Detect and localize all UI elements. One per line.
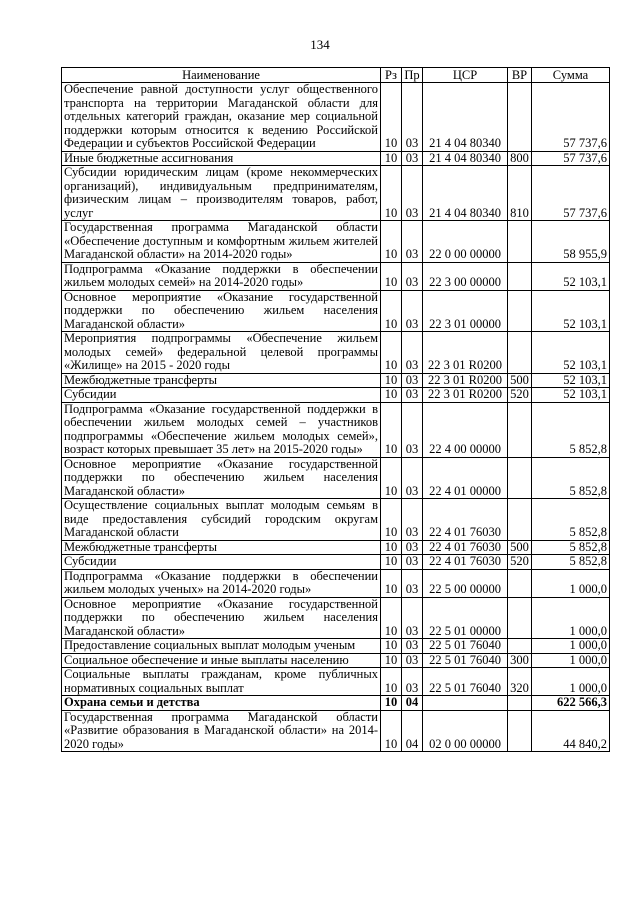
cell-vr: 800 xyxy=(508,151,532,166)
cell-name: Субсидии юридическим лицам (кроме некоммерческих организаций), индивидуальным предпринимателям, физическим лицам – производителям товаров, работ, услуг xyxy=(62,166,381,221)
cell-csr: 22 5 01 76040 xyxy=(423,668,508,696)
cell-vr: 520 xyxy=(508,555,532,570)
cell-name: Подпрограмма «Оказание государственной поддержки в обеспечении жильем молодых семей – участников подпрограммы «Обеспечение жильем молодых семей», возраст которых превышает 35 лет» на 2015-2020 годы» xyxy=(62,402,381,457)
header-csr: ЦСР xyxy=(423,68,508,83)
page-number: 134 xyxy=(310,37,330,52)
cell-pr: 03 xyxy=(402,332,423,374)
cell-pr: 03 xyxy=(402,555,423,570)
cell-vr xyxy=(508,332,532,374)
cell-name: Подпрограмма «Оказание поддержки в обеспечении жильем молодых ученых» на 2014-2020 годы» xyxy=(62,569,381,597)
table-row xyxy=(62,668,610,696)
cell-pr: 03 xyxy=(402,151,423,166)
cell-csr: 22 0 00 00000 xyxy=(423,221,508,263)
cell-sum: 1 000,0 xyxy=(532,639,610,654)
cell-csr: 22 3 01 R0200 xyxy=(423,373,508,388)
cell-name: Предоставление социальных выплат молодым ученым xyxy=(62,639,381,654)
cell-pr: 03 xyxy=(402,221,423,263)
table-row xyxy=(62,290,610,332)
cell-pr: 03 xyxy=(402,569,423,597)
cell-vr xyxy=(508,83,532,152)
cell-sum: 52 103,1 xyxy=(532,332,610,374)
header-sum: Сумма xyxy=(532,68,610,83)
cell-name: Основное мероприятие «Оказание государственной поддержки по обеспечению жильем населения Магаданской области» xyxy=(62,597,381,639)
cell-pr: 04 xyxy=(402,710,423,752)
cell-rz: 10 xyxy=(381,83,402,152)
cell-vr xyxy=(508,696,532,711)
cell-name: Межбюджетные трансферты xyxy=(62,540,381,555)
cell-csr: 22 5 01 76040 xyxy=(423,653,508,668)
cell-vr xyxy=(508,499,532,541)
table-row xyxy=(62,499,610,541)
cell-rz: 10 xyxy=(381,221,402,263)
table-row xyxy=(62,653,610,668)
cell-sum: 5 852,8 xyxy=(532,555,610,570)
cell-rz: 10 xyxy=(381,499,402,541)
cell-csr: 22 5 00 00000 xyxy=(423,569,508,597)
table-row xyxy=(62,569,610,597)
table-row xyxy=(62,373,610,388)
cell-vr xyxy=(508,221,532,263)
cell-vr xyxy=(508,569,532,597)
cell-sum: 1 000,0 xyxy=(532,653,610,668)
cell-vr: 500 xyxy=(508,540,532,555)
cell-sum: 57 737,6 xyxy=(532,166,610,221)
cell-csr: 22 3 01 R0200 xyxy=(423,332,508,374)
cell-vr: 810 xyxy=(508,166,532,221)
cell-sum: 52 103,1 xyxy=(532,262,610,290)
cell-sum: 57 737,6 xyxy=(532,151,610,166)
cell-sum: 622 566,3 xyxy=(532,696,610,711)
cell-rz: 10 xyxy=(381,710,402,752)
cell-sum: 44 840,2 xyxy=(532,710,610,752)
cell-pr: 04 xyxy=(402,696,423,711)
cell-vr xyxy=(508,262,532,290)
cell-name: Межбюджетные трансферты xyxy=(62,373,381,388)
cell-name: Социальные выплаты гражданам, кроме публичных нормативных социальных выплат xyxy=(62,668,381,696)
cell-csr: 22 4 00 00000 xyxy=(423,402,508,457)
cell-rz: 10 xyxy=(381,555,402,570)
cell-csr xyxy=(423,696,508,711)
cell-name: Основное мероприятие «Оказание государственной поддержки по обеспечению жильем населения Магаданской области» xyxy=(62,457,381,499)
cell-pr: 03 xyxy=(402,668,423,696)
cell-rz: 10 xyxy=(381,540,402,555)
cell-vr: 520 xyxy=(508,388,532,403)
table-body xyxy=(62,83,610,752)
budget-table xyxy=(61,67,610,752)
cell-csr: 22 4 01 76030 xyxy=(423,499,508,541)
cell-name: Иные бюджетные ассигнования xyxy=(62,151,381,166)
header-rz: Рз xyxy=(381,68,402,83)
cell-sum: 5 852,8 xyxy=(532,457,610,499)
cell-rz: 10 xyxy=(381,151,402,166)
cell-pr: 03 xyxy=(402,639,423,654)
cell-pr: 03 xyxy=(402,262,423,290)
cell-sum: 1 000,0 xyxy=(532,569,610,597)
cell-pr: 03 xyxy=(402,499,423,541)
cell-vr xyxy=(508,457,532,499)
cell-csr: 22 4 01 76030 xyxy=(423,555,508,570)
table-row xyxy=(62,402,610,457)
cell-name: Основное мероприятие «Оказание государственной поддержки по обеспечению жильем населения Магаданской области» xyxy=(62,290,381,332)
table-row xyxy=(62,710,610,752)
cell-vr: 500 xyxy=(508,373,532,388)
cell-sum: 5 852,8 xyxy=(532,402,610,457)
cell-vr xyxy=(508,402,532,457)
cell-rz: 10 xyxy=(381,696,402,711)
table-row xyxy=(62,639,610,654)
cell-name: Государственная программа Магаданской области «Обеспечение доступным и комфортным жильем жителей Магаданской области» на 2014-2020 годы» xyxy=(62,221,381,263)
cell-name: Мероприятия подпрограммы «Обеспечение жильем молодых семей» федеральной целевой программы «Жилище» на 2015 - 2020 годы xyxy=(62,332,381,374)
cell-name: Обеспечение равной доступности услуг общественного транспорта на территории Магаданской области для отдельных категорий граждан, оказание мер социальной поддержки которым относится к ведению Российской Федерации и субъектов Российской Федерации xyxy=(62,83,381,152)
cell-name: Осуществление социальных выплат молодым семьям в виде предоставления субсидий городским округам Магаданской области xyxy=(62,499,381,541)
table-row xyxy=(62,83,610,152)
cell-csr: 02 0 00 00000 xyxy=(423,710,508,752)
cell-csr: 22 4 01 76030 xyxy=(423,540,508,555)
cell-sum: 5 852,8 xyxy=(532,499,610,541)
cell-pr: 03 xyxy=(402,402,423,457)
cell-name: Социальное обеспечение и иные выплаты населению xyxy=(62,653,381,668)
cell-csr: 22 5 01 00000 xyxy=(423,597,508,639)
cell-vr: 300 xyxy=(508,653,532,668)
cell-csr: 22 3 00 00000 xyxy=(423,262,508,290)
cell-pr: 03 xyxy=(402,83,423,152)
cell-sum: 58 955,9 xyxy=(532,221,610,263)
cell-name: Подпрограмма «Оказание поддержки в обеспечении жильем молодых семей» на 2014-2020 годы» xyxy=(62,262,381,290)
table-row xyxy=(62,457,610,499)
cell-csr: 22 3 01 00000 xyxy=(423,290,508,332)
cell-vr xyxy=(508,290,532,332)
cell-sum: 1 000,0 xyxy=(532,668,610,696)
cell-vr xyxy=(508,639,532,654)
cell-csr: 22 4 01 00000 xyxy=(423,457,508,499)
cell-pr: 03 xyxy=(402,388,423,403)
table-row xyxy=(62,696,610,711)
cell-sum: 57 737,6 xyxy=(532,83,610,152)
cell-name: Субсидии xyxy=(62,555,381,570)
cell-pr: 03 xyxy=(402,653,423,668)
cell-rz: 10 xyxy=(381,569,402,597)
cell-csr: 21 4 04 80340 xyxy=(423,83,508,152)
table-row xyxy=(62,221,610,263)
cell-sum: 5 852,8 xyxy=(532,540,610,555)
cell-rz: 10 xyxy=(381,457,402,499)
cell-rz: 10 xyxy=(381,402,402,457)
cell-rz: 10 xyxy=(381,639,402,654)
table-row xyxy=(62,597,610,639)
cell-vr: 320 xyxy=(508,668,532,696)
cell-vr xyxy=(508,710,532,752)
table-row xyxy=(62,388,610,403)
cell-sum: 52 103,1 xyxy=(532,290,610,332)
cell-name: Охрана семьи и детства xyxy=(62,696,381,711)
cell-rz: 10 xyxy=(381,166,402,221)
cell-rz: 10 xyxy=(381,332,402,374)
cell-pr: 03 xyxy=(402,373,423,388)
table-row xyxy=(62,151,610,166)
cell-pr: 03 xyxy=(402,540,423,555)
cell-sum: 52 103,1 xyxy=(532,388,610,403)
cell-name: Государственная программа Магаданской области «Развитие образования в Магаданской области» на 2014-2020 годы» xyxy=(62,710,381,752)
cell-rz: 10 xyxy=(381,668,402,696)
cell-rz: 10 xyxy=(381,262,402,290)
table-row xyxy=(62,332,610,374)
table-header xyxy=(62,68,610,83)
cell-csr: 22 3 01 R0200 xyxy=(423,388,508,403)
cell-pr: 03 xyxy=(402,597,423,639)
cell-name: Субсидии xyxy=(62,388,381,403)
cell-rz: 10 xyxy=(381,290,402,332)
table-row xyxy=(62,166,610,221)
cell-pr: 03 xyxy=(402,166,423,221)
cell-sum: 52 103,1 xyxy=(532,373,610,388)
cell-pr: 03 xyxy=(402,457,423,499)
cell-vr xyxy=(508,597,532,639)
cell-rz: 10 xyxy=(381,388,402,403)
header-pr: Пр xyxy=(402,68,423,83)
header-vr: ВР xyxy=(508,68,532,83)
table-row xyxy=(62,540,610,555)
cell-csr: 21 4 04 80340 xyxy=(423,166,508,221)
cell-sum: 1 000,0 xyxy=(532,597,610,639)
cell-rz: 10 xyxy=(381,653,402,668)
cell-pr: 03 xyxy=(402,290,423,332)
cell-csr: 21 4 04 80340 xyxy=(423,151,508,166)
cell-rz: 10 xyxy=(381,597,402,639)
table-row xyxy=(62,262,610,290)
cell-rz: 10 xyxy=(381,373,402,388)
header-name: Наименование xyxy=(62,68,381,83)
table-row xyxy=(62,555,610,570)
cell-csr: 22 5 01 76040 xyxy=(423,639,508,654)
